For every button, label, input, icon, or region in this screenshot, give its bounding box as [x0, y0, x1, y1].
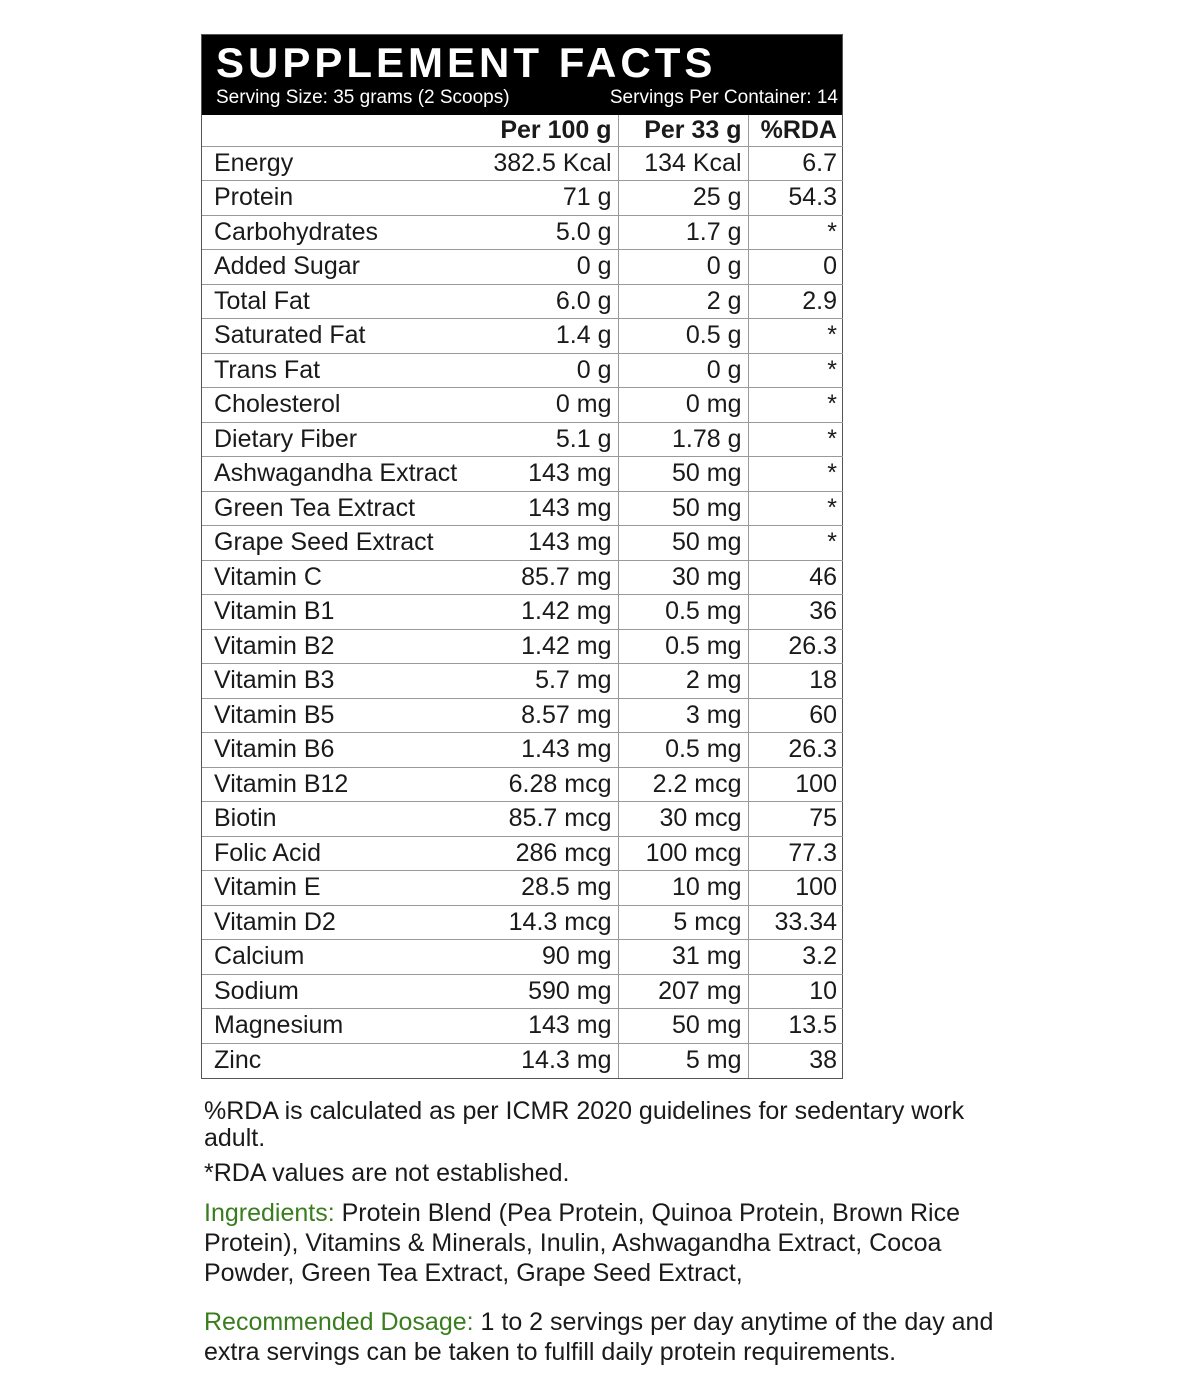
table-row [202, 457, 843, 492]
value-per-33g: 2 mg [618, 664, 748, 699]
table-row [202, 250, 843, 285]
footnotes [204, 1098, 1024, 1187]
value-per-100g: 1.4 g [476, 319, 618, 354]
value-per-100g: 90 mg [476, 940, 618, 975]
value-rda: 38 [748, 1043, 843, 1078]
nutrient-name: Sodium [202, 974, 476, 1009]
value-per-33g: 2 g [618, 284, 748, 319]
table-row [202, 974, 843, 1009]
value-per-33g: 50 mg [618, 491, 748, 526]
value-rda: 36 [748, 595, 843, 630]
table-row [202, 422, 843, 457]
value-rda: 26.3 [748, 629, 843, 664]
dosage-section [204, 1307, 1024, 1367]
value-per-100g: 143 mg [476, 526, 618, 561]
value-per-100g: 5.1 g [476, 422, 618, 457]
value-per-100g: 0 mg [476, 388, 618, 423]
value-per-33g: 5 mg [618, 1043, 748, 1078]
nutrient-name: Saturated Fat [202, 319, 476, 354]
value-rda: 60 [748, 698, 843, 733]
nutrient-table-body [202, 146, 843, 1078]
value-per-33g: 50 mg [618, 526, 748, 561]
value-per-33g: 0.5 g [618, 319, 748, 354]
nutrient-name: Magnesium [202, 1009, 476, 1044]
nutrient-name: Zinc [202, 1043, 476, 1078]
value-rda: * [748, 215, 843, 250]
value-per-33g: 0 g [618, 250, 748, 285]
table-row [202, 629, 843, 664]
nutrient-name: Vitamin B12 [202, 767, 476, 802]
value-per-100g: 14.3 mcg [476, 905, 618, 940]
table-row [202, 802, 843, 837]
column-header-per-100g: Per 100 g [500, 115, 612, 144]
nutrient-name: Total Fat [202, 284, 476, 319]
value-per-33g: 0 mg [618, 388, 748, 423]
table-row [202, 733, 843, 768]
value-per-33g: 5 mcg [618, 905, 748, 940]
table-row [202, 215, 843, 250]
value-per-100g: 382.5 Kcal [476, 146, 618, 181]
value-per-100g: 1.43 mg [476, 733, 618, 768]
value-per-100g: 143 mg [476, 457, 618, 492]
value-rda: 18 [748, 664, 843, 699]
value-rda: * [748, 388, 843, 423]
ingredients-text: Protein Blend (Pea Protein, Quinoa Protein, Brown Rice Protein), Vitamins & Minerals, Inulin, Ashwagandha Extract, Cocoa Powder, Green Tea Extract, Grape Seed Extract, [204, 1199, 960, 1287]
value-per-100g: 8.57 mg [476, 698, 618, 733]
table-row [202, 1043, 843, 1078]
table-row [202, 560, 843, 595]
nutrient-name: Cholesterol [202, 388, 476, 423]
value-rda: 6.7 [748, 146, 843, 181]
table-row [202, 353, 843, 388]
nutrient-name: Vitamin C [202, 560, 476, 595]
ingredients-label: Ingredients: [204, 1199, 335, 1227]
table-row [202, 767, 843, 802]
nutrient-name: Trans Fat [202, 353, 476, 388]
table-row [202, 836, 843, 871]
facts-title: SUPPLEMENT FACTS [216, 39, 717, 86]
value-rda: 54.3 [748, 181, 843, 216]
ingredients-section [204, 1198, 1024, 1288]
value-per-33g: 2.2 mcg [618, 767, 748, 802]
value-rda: * [748, 457, 843, 492]
value-rda: 10 [748, 974, 843, 1009]
value-rda: 100 [748, 767, 843, 802]
column-header-rda: %RDA [748, 115, 843, 146]
table-row [202, 871, 843, 906]
value-per-100g: 6.0 g [476, 284, 618, 319]
value-per-100g: 1.42 mg [476, 629, 618, 664]
value-per-100g: 0 g [476, 353, 618, 388]
value-rda: 3.2 [748, 940, 843, 975]
value-per-100g: 143 mg [476, 1009, 618, 1044]
value-rda: 0 [748, 250, 843, 285]
nutrient-name: Vitamin B1 [202, 595, 476, 630]
value-rda: 77.3 [748, 836, 843, 871]
value-per-33g: 0.5 mg [618, 733, 748, 768]
table-row [202, 664, 843, 699]
value-per-100g: 71 g [476, 181, 618, 216]
value-rda: 2.9 [748, 284, 843, 319]
value-per-33g: 1.7 g [618, 215, 748, 250]
nutrient-name: Vitamin B5 [202, 698, 476, 733]
nutrient-name: Vitamin B2 [202, 629, 476, 664]
table-row [202, 698, 843, 733]
value-per-33g: 10 mg [618, 871, 748, 906]
value-per-33g: 50 mg [618, 1009, 748, 1044]
dosage-text: 1 to 2 servings per day anytime of the day and extra servings can be taken to fulfill daily protein requirements. [204, 1308, 994, 1366]
nutrient-name: Vitamin B3 [202, 664, 476, 699]
nutrient-name: Carbohydrates [202, 215, 476, 250]
facts-header [202, 35, 842, 115]
nutrient-name: Biotin [202, 802, 476, 837]
value-per-33g: 3 mg [618, 698, 748, 733]
value-rda: 26.3 [748, 733, 843, 768]
table-row [202, 595, 843, 630]
value-rda: * [748, 422, 843, 457]
nutrient-name: Folic Acid [202, 836, 476, 871]
value-per-100g: 5.0 g [476, 215, 618, 250]
nutrient-name: Vitamin D2 [202, 905, 476, 940]
table-row [202, 319, 843, 354]
value-rda: * [748, 491, 843, 526]
nutrient-name: Grape Seed Extract [202, 526, 476, 561]
nutrient-name: Ashwagandha Extract [202, 457, 476, 492]
value-per-33g: 0.5 mg [618, 595, 748, 630]
nutrient-name: Vitamin E [202, 871, 476, 906]
value-per-33g: 30 mg [618, 560, 748, 595]
value-per-100g: 85.7 mcg [476, 802, 618, 837]
table-row [202, 1009, 843, 1044]
nutrient-name: Energy [202, 146, 476, 181]
value-per-33g: 31 mg [618, 940, 748, 975]
value-per-100g: 14.3 mg [476, 1043, 618, 1078]
value-per-33g: 207 mg [618, 974, 748, 1009]
value-per-33g: 1.78 g [618, 422, 748, 457]
value-per-100g: 1.42 mg [476, 595, 618, 630]
dosage-label: Recommended Dosage: [204, 1308, 474, 1336]
value-per-100g: 85.7 mg [476, 560, 618, 595]
value-rda: 46 [748, 560, 843, 595]
value-per-100g: 286 mcg [476, 836, 618, 871]
value-per-33g: 0.5 mg [618, 629, 748, 664]
servings-per-container: Servings Per Container: 14 [609, 87, 838, 108]
value-rda: 13.5 [748, 1009, 843, 1044]
table-row [202, 181, 843, 216]
nutrient-name: Added Sugar [202, 250, 476, 285]
value-rda: * [748, 526, 843, 561]
table-row [202, 940, 843, 975]
value-rda: 100 [748, 871, 843, 906]
nutrient-table [202, 115, 843, 1078]
column-header-nutrient [202, 115, 476, 146]
table-header-row [202, 115, 843, 146]
value-per-100g: 28.5 mg [476, 871, 618, 906]
value-per-100g: 143 mg [476, 491, 618, 526]
serving-size: Serving Size: 35 grams (2 Scoops) [216, 87, 510, 108]
value-rda: 75 [748, 802, 843, 837]
table-row [202, 526, 843, 561]
rda-not-established-note: *RDA values are not established. [204, 1159, 570, 1187]
nutrient-name: Calcium [202, 940, 476, 975]
supplement-facts-panel [201, 34, 843, 1079]
value-per-33g: 100 mcg [618, 836, 748, 871]
value-per-33g: 25 g [618, 181, 748, 216]
nutrient-name: Green Tea Extract [202, 491, 476, 526]
value-per-100g: 0 g [476, 250, 618, 285]
column-header-per-33g: Per 33 g [618, 115, 748, 146]
value-per-100g: 5.7 mg [476, 664, 618, 699]
value-per-33g: 0 g [618, 353, 748, 388]
table-row [202, 146, 843, 181]
table-row [202, 491, 843, 526]
nutrient-name: Protein [202, 181, 476, 216]
table-row [202, 905, 843, 940]
value-per-100g: 6.28 mcg [476, 767, 618, 802]
value-per-33g: 50 mg [618, 457, 748, 492]
value-rda: * [748, 353, 843, 388]
nutrient-name: Dietary Fiber [202, 422, 476, 457]
table-row [202, 388, 843, 423]
value-rda: 33.34 [748, 905, 843, 940]
table-row [202, 284, 843, 319]
rda-note: %RDA is calculated as per ICMR 2020 guidelines for sedentary work adult. [204, 1097, 965, 1152]
nutrient-name: Vitamin B6 [202, 733, 476, 768]
value-per-33g: 134 Kcal [618, 146, 748, 181]
value-per-100g: 590 mg [476, 974, 618, 1009]
value-per-33g: 30 mcg [618, 802, 748, 837]
value-rda: * [748, 319, 843, 354]
